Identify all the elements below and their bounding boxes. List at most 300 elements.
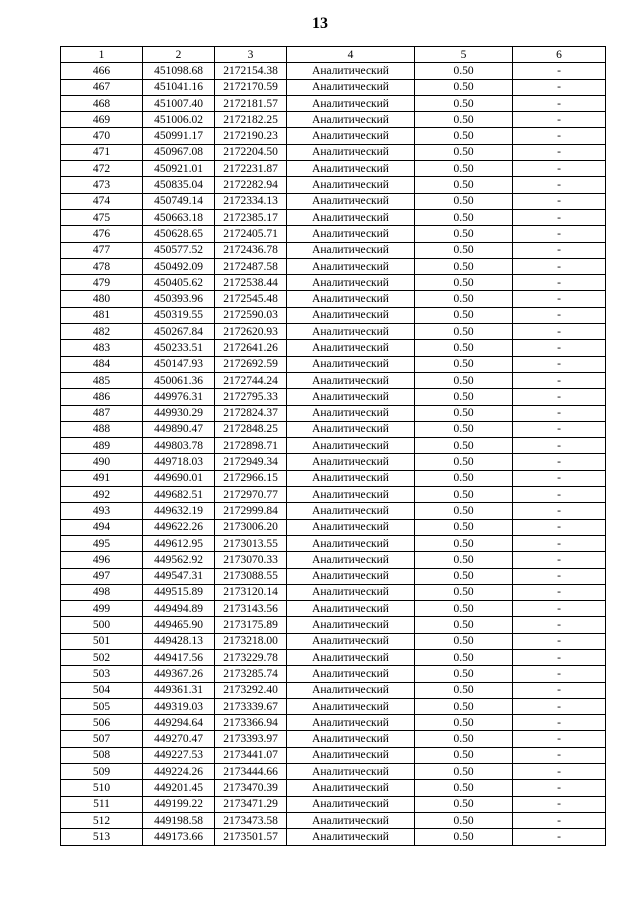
table-row — [61, 519, 606, 535]
method-cell: Аналитический — [287, 633, 415, 649]
accuracy-cell: 0.50 — [415, 372, 513, 388]
note-cell: - — [513, 161, 606, 177]
y-coordinate-cell: 2172641.26 — [215, 340, 287, 356]
accuracy-cell: 0.50 — [415, 324, 513, 340]
point-number-cell: 505 — [61, 698, 143, 714]
y-coordinate-cell: 2172385.17 — [215, 209, 287, 225]
y-coordinate-cell: 2173120.14 — [215, 584, 287, 600]
y-coordinate-cell: 2172970.77 — [215, 487, 287, 503]
point-number-cell: 498 — [61, 584, 143, 600]
method-cell: Аналитический — [287, 601, 415, 617]
y-coordinate-cell: 2173088.55 — [215, 568, 287, 584]
method-cell: Аналитический — [287, 780, 415, 796]
table-row — [61, 829, 606, 845]
x-coordinate-cell: 451006.02 — [143, 112, 215, 128]
note-cell: - — [513, 63, 606, 79]
point-number-cell: 486 — [61, 389, 143, 405]
point-number-cell: 481 — [61, 307, 143, 323]
accuracy-cell: 0.50 — [415, 503, 513, 519]
y-coordinate-cell: 2172795.33 — [215, 389, 287, 405]
x-coordinate-cell: 450577.52 — [143, 242, 215, 258]
accuracy-cell: 0.50 — [415, 715, 513, 731]
table-row — [61, 79, 606, 95]
accuracy-cell: 0.50 — [415, 796, 513, 812]
note-cell: - — [513, 209, 606, 225]
method-cell: Аналитический — [287, 764, 415, 780]
y-coordinate-cell: 2172436.78 — [215, 242, 287, 258]
point-number-cell: 501 — [61, 633, 143, 649]
table-row — [61, 617, 606, 633]
point-number-cell: 492 — [61, 487, 143, 503]
accuracy-cell: 0.50 — [415, 584, 513, 600]
accuracy-cell: 0.50 — [415, 307, 513, 323]
note-cell: - — [513, 389, 606, 405]
note-cell: - — [513, 307, 606, 323]
accuracy-cell: 0.50 — [415, 161, 513, 177]
method-cell: Аналитический — [287, 438, 415, 454]
x-coordinate-cell: 449612.95 — [143, 535, 215, 551]
y-coordinate-cell: 2173070.33 — [215, 552, 287, 568]
column-header: 4 — [287, 47, 415, 63]
method-cell: Аналитический — [287, 307, 415, 323]
y-coordinate-cell: 2173473.58 — [215, 812, 287, 828]
point-number-cell: 503 — [61, 666, 143, 682]
method-cell: Аналитический — [287, 258, 415, 274]
accuracy-cell: 0.50 — [415, 535, 513, 551]
note-cell: - — [513, 112, 606, 128]
point-number-cell: 483 — [61, 340, 143, 356]
note-cell: - — [513, 177, 606, 193]
point-number-cell: 493 — [61, 503, 143, 519]
method-cell: Аналитический — [287, 291, 415, 307]
method-cell: Аналитический — [287, 829, 415, 845]
accuracy-cell: 0.50 — [415, 226, 513, 242]
table-row — [61, 356, 606, 372]
method-cell: Аналитический — [287, 812, 415, 828]
y-coordinate-cell: 2173229.78 — [215, 649, 287, 665]
method-cell: Аналитический — [287, 568, 415, 584]
table-row — [61, 438, 606, 454]
x-coordinate-cell: 449319.03 — [143, 698, 215, 714]
point-number-cell: 499 — [61, 601, 143, 617]
table-row — [61, 421, 606, 437]
x-coordinate-cell: 451098.68 — [143, 63, 215, 79]
point-number-cell: 502 — [61, 649, 143, 665]
point-number-cell: 466 — [61, 63, 143, 79]
y-coordinate-cell: 2173175.89 — [215, 617, 287, 633]
accuracy-cell: 0.50 — [415, 812, 513, 828]
x-coordinate-cell: 451041.16 — [143, 79, 215, 95]
point-number-cell: 487 — [61, 405, 143, 421]
table-row — [61, 584, 606, 600]
table-row — [61, 487, 606, 503]
table-row — [61, 666, 606, 682]
table-row — [61, 95, 606, 111]
note-cell: - — [513, 601, 606, 617]
method-cell: Аналитический — [287, 698, 415, 714]
x-coordinate-cell: 450147.93 — [143, 356, 215, 372]
method-cell: Аналитический — [287, 535, 415, 551]
column-header: 2 — [143, 47, 215, 63]
table-row — [61, 63, 606, 79]
point-number-cell: 477 — [61, 242, 143, 258]
y-coordinate-cell: 2173006.20 — [215, 519, 287, 535]
method-cell: Аналитический — [287, 79, 415, 95]
y-coordinate-cell: 2173339.67 — [215, 698, 287, 714]
accuracy-cell: 0.50 — [415, 193, 513, 209]
table-row — [61, 275, 606, 291]
method-cell: Аналитический — [287, 552, 415, 568]
y-coordinate-cell: 2172999.84 — [215, 503, 287, 519]
method-cell: Аналитический — [287, 193, 415, 209]
table-row — [61, 242, 606, 258]
y-coordinate-cell: 2172181.57 — [215, 95, 287, 111]
point-number-cell: 469 — [61, 112, 143, 128]
x-coordinate-cell: 449201.45 — [143, 780, 215, 796]
x-coordinate-cell: 449198.58 — [143, 812, 215, 828]
x-coordinate-cell: 450492.09 — [143, 258, 215, 274]
note-cell: - — [513, 470, 606, 486]
x-coordinate-cell: 449361.31 — [143, 682, 215, 698]
table-row — [61, 535, 606, 551]
note-cell: - — [513, 552, 606, 568]
y-coordinate-cell: 2172170.59 — [215, 79, 287, 95]
y-coordinate-cell: 2172154.38 — [215, 63, 287, 79]
y-coordinate-cell: 2172182.25 — [215, 112, 287, 128]
y-coordinate-cell: 2172334.13 — [215, 193, 287, 209]
page-number: 13 — [312, 15, 328, 32]
accuracy-cell: 0.50 — [415, 649, 513, 665]
note-cell: - — [513, 666, 606, 682]
note-cell: - — [513, 258, 606, 274]
y-coordinate-cell: 2172282.94 — [215, 177, 287, 193]
method-cell: Аналитический — [287, 519, 415, 535]
table-row — [61, 470, 606, 486]
table-row — [61, 209, 606, 225]
accuracy-cell: 0.50 — [415, 829, 513, 845]
point-number-cell: 495 — [61, 535, 143, 551]
x-coordinate-cell: 449270.47 — [143, 731, 215, 747]
note-cell: - — [513, 356, 606, 372]
note-cell: - — [513, 535, 606, 551]
y-coordinate-cell: 2172190.23 — [215, 128, 287, 144]
x-coordinate-cell: 449515.89 — [143, 584, 215, 600]
x-coordinate-cell: 449690.01 — [143, 470, 215, 486]
coordinates-table — [60, 46, 606, 846]
method-cell: Аналитический — [287, 747, 415, 763]
note-cell: - — [513, 95, 606, 111]
note-cell: - — [513, 128, 606, 144]
column-header: 1 — [61, 47, 143, 63]
note-cell: - — [513, 617, 606, 633]
method-cell: Аналитический — [287, 161, 415, 177]
note-cell: - — [513, 487, 606, 503]
table-row — [61, 764, 606, 780]
method-cell: Аналитический — [287, 487, 415, 503]
point-number-cell: 496 — [61, 552, 143, 568]
x-coordinate-cell: 449494.89 — [143, 601, 215, 617]
x-coordinate-cell: 450663.18 — [143, 209, 215, 225]
y-coordinate-cell: 2173441.07 — [215, 747, 287, 763]
x-coordinate-cell: 450267.84 — [143, 324, 215, 340]
point-number-cell: 473 — [61, 177, 143, 193]
table-row — [61, 568, 606, 584]
table-row — [61, 552, 606, 568]
note-cell: - — [513, 812, 606, 828]
x-coordinate-cell: 450628.65 — [143, 226, 215, 242]
y-coordinate-cell: 2173285.74 — [215, 666, 287, 682]
method-cell: Аналитический — [287, 95, 415, 111]
note-cell: - — [513, 79, 606, 95]
accuracy-cell: 0.50 — [415, 340, 513, 356]
point-number-cell: 494 — [61, 519, 143, 535]
method-cell: Аналитический — [287, 242, 415, 258]
note-cell: - — [513, 226, 606, 242]
y-coordinate-cell: 2172898.71 — [215, 438, 287, 454]
method-cell: Аналитический — [287, 617, 415, 633]
accuracy-cell: 0.50 — [415, 421, 513, 437]
y-coordinate-cell: 2172949.34 — [215, 454, 287, 470]
method-cell: Аналитический — [287, 405, 415, 421]
y-coordinate-cell: 2173501.57 — [215, 829, 287, 845]
note-cell: - — [513, 649, 606, 665]
x-coordinate-cell: 449622.26 — [143, 519, 215, 535]
note-cell: - — [513, 747, 606, 763]
point-number-cell: 468 — [61, 95, 143, 111]
method-cell: Аналитический — [287, 503, 415, 519]
x-coordinate-cell: 449976.31 — [143, 389, 215, 405]
table-row — [61, 715, 606, 731]
y-coordinate-cell: 2173471.29 — [215, 796, 287, 812]
method-cell: Аналитический — [287, 128, 415, 144]
note-cell: - — [513, 275, 606, 291]
method-cell: Аналитический — [287, 324, 415, 340]
accuracy-cell: 0.50 — [415, 666, 513, 682]
table-row — [61, 340, 606, 356]
accuracy-cell: 0.50 — [415, 698, 513, 714]
y-coordinate-cell: 2172692.59 — [215, 356, 287, 372]
note-cell: - — [513, 568, 606, 584]
table-row — [61, 698, 606, 714]
table-row — [61, 258, 606, 274]
x-coordinate-cell: 449890.47 — [143, 421, 215, 437]
accuracy-cell: 0.50 — [415, 275, 513, 291]
point-number-cell: 488 — [61, 421, 143, 437]
x-coordinate-cell: 449173.66 — [143, 829, 215, 845]
accuracy-cell: 0.50 — [415, 454, 513, 470]
table-row — [61, 324, 606, 340]
note-cell: - — [513, 633, 606, 649]
y-coordinate-cell: 2172590.03 — [215, 307, 287, 323]
accuracy-cell: 0.50 — [415, 112, 513, 128]
x-coordinate-cell: 449224.26 — [143, 764, 215, 780]
table-row — [61, 682, 606, 698]
accuracy-cell: 0.50 — [415, 780, 513, 796]
note-cell: - — [513, 519, 606, 535]
point-number-cell: 479 — [61, 275, 143, 291]
note-cell: - — [513, 144, 606, 160]
table-row — [61, 193, 606, 209]
x-coordinate-cell: 449428.13 — [143, 633, 215, 649]
x-coordinate-cell: 450835.04 — [143, 177, 215, 193]
note-cell: - — [513, 454, 606, 470]
note-cell: - — [513, 503, 606, 519]
point-number-cell: 474 — [61, 193, 143, 209]
method-cell: Аналитический — [287, 666, 415, 682]
table-row — [61, 307, 606, 323]
accuracy-cell: 0.50 — [415, 356, 513, 372]
table-row — [61, 161, 606, 177]
x-coordinate-cell: 450393.96 — [143, 291, 215, 307]
note-cell: - — [513, 242, 606, 258]
table-row — [61, 128, 606, 144]
x-coordinate-cell: 450921.01 — [143, 161, 215, 177]
method-cell: Аналитический — [287, 682, 415, 698]
note-cell: - — [513, 372, 606, 388]
point-number-cell: 491 — [61, 470, 143, 486]
table-header-row — [61, 47, 606, 63]
table-row — [61, 649, 606, 665]
table-row — [61, 405, 606, 421]
x-coordinate-cell: 449547.31 — [143, 568, 215, 584]
y-coordinate-cell: 2172620.93 — [215, 324, 287, 340]
x-coordinate-cell: 449930.29 — [143, 405, 215, 421]
accuracy-cell: 0.50 — [415, 177, 513, 193]
note-cell: - — [513, 340, 606, 356]
method-cell: Аналитический — [287, 226, 415, 242]
method-cell: Аналитический — [287, 715, 415, 731]
y-coordinate-cell: 2172405.71 — [215, 226, 287, 242]
note-cell: - — [513, 405, 606, 421]
note-cell: - — [513, 829, 606, 845]
x-coordinate-cell: 450319.55 — [143, 307, 215, 323]
point-number-cell: 513 — [61, 829, 143, 845]
note-cell: - — [513, 731, 606, 747]
point-number-cell: 467 — [61, 79, 143, 95]
table-row — [61, 454, 606, 470]
x-coordinate-cell: 449682.51 — [143, 487, 215, 503]
accuracy-cell: 0.50 — [415, 291, 513, 307]
accuracy-cell: 0.50 — [415, 405, 513, 421]
table-row — [61, 796, 606, 812]
y-coordinate-cell: 2173218.00 — [215, 633, 287, 649]
column-header: 3 — [215, 47, 287, 63]
table-row — [61, 812, 606, 828]
point-number-cell: 476 — [61, 226, 143, 242]
accuracy-cell: 0.50 — [415, 764, 513, 780]
point-number-cell: 508 — [61, 747, 143, 763]
y-coordinate-cell: 2172824.37 — [215, 405, 287, 421]
x-coordinate-cell: 450233.51 — [143, 340, 215, 356]
x-coordinate-cell: 449803.78 — [143, 438, 215, 454]
y-coordinate-cell: 2173143.56 — [215, 601, 287, 617]
table-row — [61, 747, 606, 763]
accuracy-cell: 0.50 — [415, 487, 513, 503]
point-number-cell: 509 — [61, 764, 143, 780]
y-coordinate-cell: 2173013.55 — [215, 535, 287, 551]
x-coordinate-cell: 450405.62 — [143, 275, 215, 291]
method-cell: Аналитический — [287, 144, 415, 160]
note-cell: - — [513, 291, 606, 307]
note-cell: - — [513, 193, 606, 209]
x-coordinate-cell: 450061.36 — [143, 372, 215, 388]
accuracy-cell: 0.50 — [415, 242, 513, 258]
y-coordinate-cell: 2172966.15 — [215, 470, 287, 486]
table-row — [61, 372, 606, 388]
x-coordinate-cell: 449718.03 — [143, 454, 215, 470]
y-coordinate-cell: 2173393.97 — [215, 731, 287, 747]
note-cell: - — [513, 324, 606, 340]
point-number-cell: 506 — [61, 715, 143, 731]
table-row — [61, 503, 606, 519]
method-cell: Аналитический — [287, 356, 415, 372]
y-coordinate-cell: 2172204.50 — [215, 144, 287, 160]
point-number-cell: 471 — [61, 144, 143, 160]
y-coordinate-cell: 2172848.25 — [215, 421, 287, 437]
x-coordinate-cell: 449294.64 — [143, 715, 215, 731]
y-coordinate-cell: 2173366.94 — [215, 715, 287, 731]
accuracy-cell: 0.50 — [415, 389, 513, 405]
note-cell: - — [513, 796, 606, 812]
x-coordinate-cell: 450967.08 — [143, 144, 215, 160]
point-number-cell: 490 — [61, 454, 143, 470]
accuracy-cell: 0.50 — [415, 258, 513, 274]
point-number-cell: 510 — [61, 780, 143, 796]
x-coordinate-cell: 449417.56 — [143, 649, 215, 665]
method-cell: Аналитический — [287, 649, 415, 665]
table-row — [61, 389, 606, 405]
accuracy-cell: 0.50 — [415, 63, 513, 79]
x-coordinate-cell: 449199.22 — [143, 796, 215, 812]
y-coordinate-cell: 2172744.24 — [215, 372, 287, 388]
method-cell: Аналитический — [287, 340, 415, 356]
point-number-cell: 500 — [61, 617, 143, 633]
y-coordinate-cell: 2173470.39 — [215, 780, 287, 796]
accuracy-cell: 0.50 — [415, 470, 513, 486]
accuracy-cell: 0.50 — [415, 552, 513, 568]
point-number-cell: 470 — [61, 128, 143, 144]
method-cell: Аналитический — [287, 112, 415, 128]
note-cell: - — [513, 421, 606, 437]
x-coordinate-cell: 449227.53 — [143, 747, 215, 763]
method-cell: Аналитический — [287, 209, 415, 225]
point-number-cell: 497 — [61, 568, 143, 584]
accuracy-cell: 0.50 — [415, 568, 513, 584]
note-cell: - — [513, 682, 606, 698]
accuracy-cell: 0.50 — [415, 731, 513, 747]
accuracy-cell: 0.50 — [415, 79, 513, 95]
method-cell: Аналитический — [287, 372, 415, 388]
accuracy-cell: 0.50 — [415, 95, 513, 111]
y-coordinate-cell: 2172545.48 — [215, 291, 287, 307]
method-cell: Аналитический — [287, 63, 415, 79]
x-coordinate-cell: 449465.90 — [143, 617, 215, 633]
accuracy-cell: 0.50 — [415, 128, 513, 144]
method-cell: Аналитический — [287, 421, 415, 437]
accuracy-cell: 0.50 — [415, 682, 513, 698]
y-coordinate-cell: 2173444.66 — [215, 764, 287, 780]
method-cell: Аналитический — [287, 275, 415, 291]
point-number-cell: 507 — [61, 731, 143, 747]
accuracy-cell: 0.50 — [415, 601, 513, 617]
accuracy-cell: 0.50 — [415, 747, 513, 763]
point-number-cell: 489 — [61, 438, 143, 454]
table-row — [61, 633, 606, 649]
x-coordinate-cell: 450749.14 — [143, 193, 215, 209]
table-row — [61, 112, 606, 128]
point-number-cell: 504 — [61, 682, 143, 698]
note-cell: - — [513, 584, 606, 600]
